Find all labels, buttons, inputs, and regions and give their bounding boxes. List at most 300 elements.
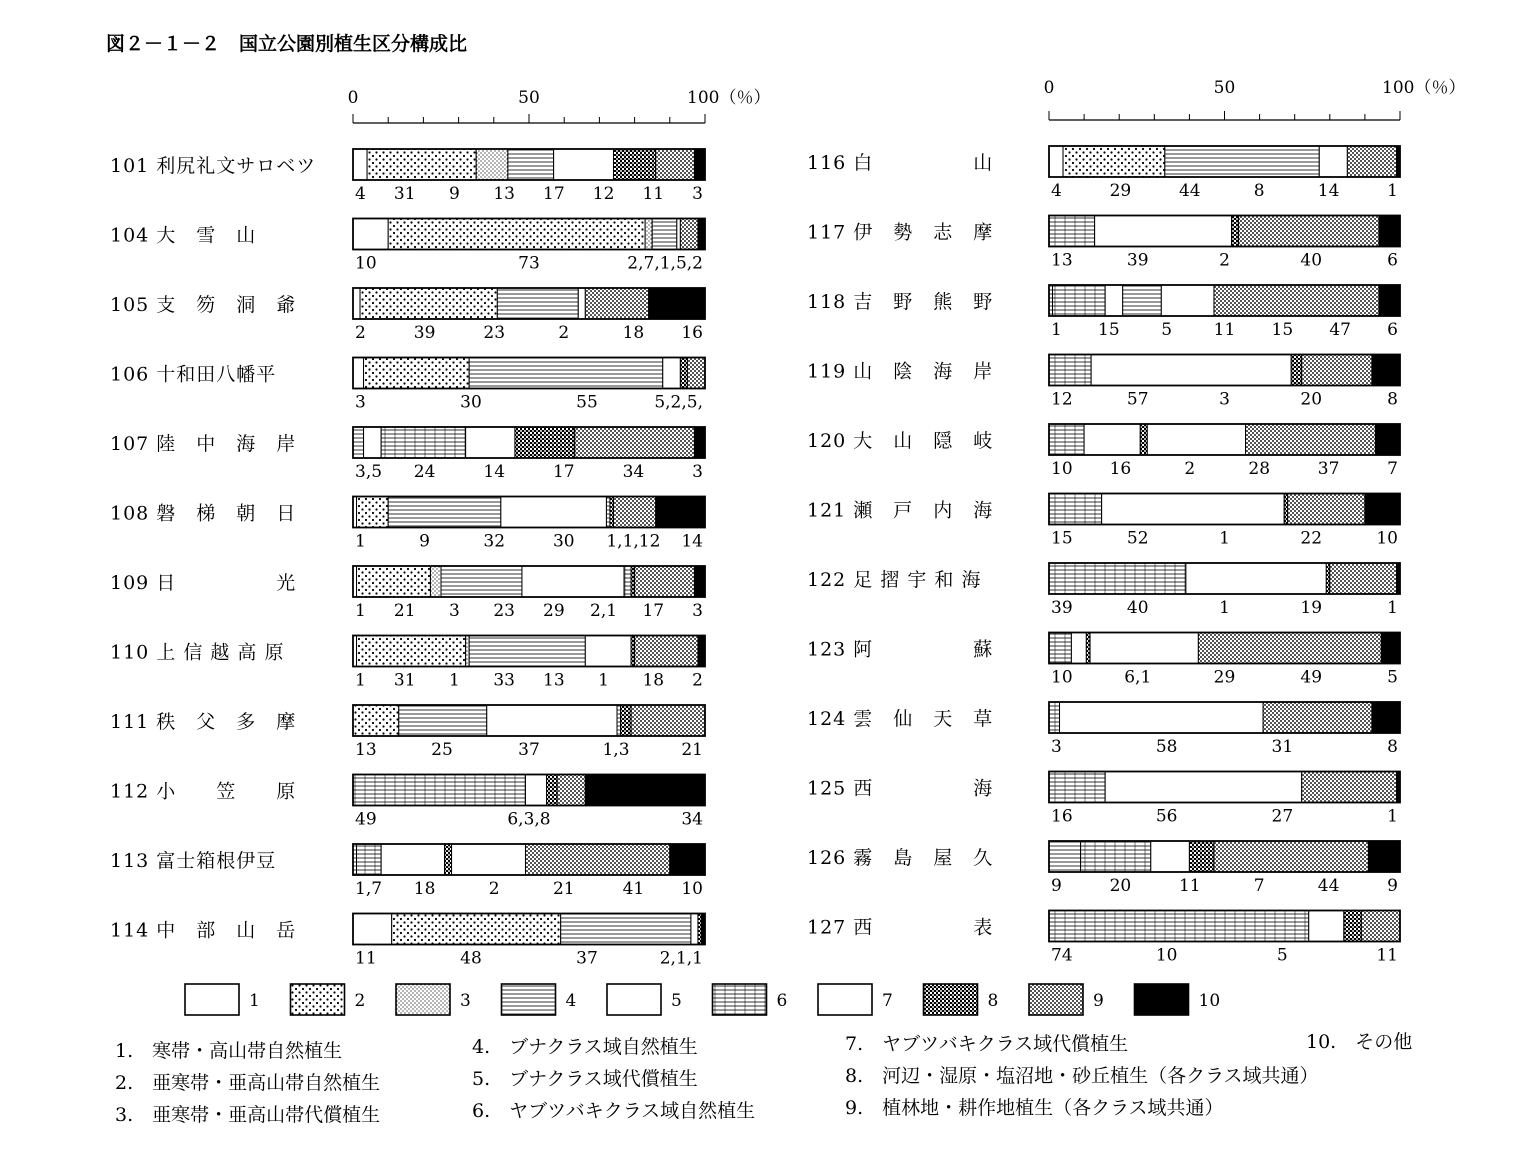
legend-description: 9. 植林地・耕作地植生（各クラス域共通） <box>845 1097 1224 1119</box>
bar-segment <box>466 636 470 667</box>
bar-segment <box>353 149 367 180</box>
value-label: 2 <box>488 879 500 899</box>
legend-swatch-1 <box>185 984 260 1015</box>
bar-segment <box>515 427 575 458</box>
bar-segment <box>357 844 382 875</box>
bar-segment <box>1049 355 1091 386</box>
value-label: 11 <box>1213 320 1236 340</box>
bar-segment <box>1284 494 1288 525</box>
bar-segment <box>388 219 645 250</box>
bar-segment <box>353 358 364 389</box>
bar-segment <box>1161 285 1214 316</box>
bar-segment <box>388 497 501 528</box>
bar-segment <box>691 914 698 945</box>
value-label: 2 <box>1219 250 1230 271</box>
value-label: 32 <box>483 531 506 552</box>
bar-segment <box>554 149 614 180</box>
park-name: 126 霧 島 屋 久 <box>807 847 994 869</box>
value-label: 31 <box>393 670 416 691</box>
bar-segment <box>1147 424 1245 455</box>
value-label: 7 <box>1253 876 1265 896</box>
bar-segment <box>508 149 554 180</box>
value-label: 37 <box>576 948 598 969</box>
park-row <box>807 702 1400 757</box>
bar-segment <box>652 219 677 250</box>
legend-swatch-8 <box>924 984 999 1015</box>
value-label: 9 <box>1051 876 1062 896</box>
bar-segment <box>353 288 360 319</box>
legend-swatch-6 <box>713 984 788 1015</box>
park-name: 118 吉 野 熊 野 <box>807 291 994 313</box>
value-label: 4 <box>1051 181 1062 201</box>
legend-swatches <box>185 984 1220 1015</box>
bar-segment <box>1246 424 1376 455</box>
bar-segment <box>399 705 487 736</box>
value-label: 14 <box>681 531 703 552</box>
park-name: 125 西 海 <box>807 777 994 800</box>
park-name: 121 瀬 戸 内 海 <box>807 499 994 522</box>
bar-segment <box>430 566 441 597</box>
bar-segment <box>1214 841 1368 872</box>
legend-description: 6. ヤブツバキクラス域自然植生 <box>472 1100 756 1122</box>
value-label: 58 <box>1155 737 1178 757</box>
legend-swatch-label: 6 <box>776 991 788 1011</box>
value-label: 13 <box>543 670 565 691</box>
legend-swatch-label: 1 <box>249 991 260 1011</box>
bar-segment <box>525 844 669 875</box>
bar-segment <box>1239 216 1379 247</box>
bar-segment <box>360 288 497 319</box>
axis-tick-label: 50 <box>1213 78 1236 98</box>
bar-segment <box>1090 633 1198 664</box>
park-row <box>110 636 705 691</box>
bar-segment <box>1063 146 1165 177</box>
value-label: 1 <box>1051 320 1062 340</box>
legend-swatch-box <box>818 984 872 1015</box>
bar-segment <box>585 288 648 319</box>
legend-swatch-box <box>291 984 345 1015</box>
value-label: 4 <box>355 184 366 204</box>
value-label: 3 <box>692 601 703 621</box>
value-label: 16 <box>1051 806 1073 827</box>
bar-segment <box>656 497 705 528</box>
bar-segment <box>680 219 698 250</box>
park-name: 111 秩 父 多 摩 <box>110 711 297 733</box>
park-row <box>110 775 705 830</box>
bar-segment <box>557 775 585 806</box>
park-row <box>110 705 705 760</box>
legend-swatch-10 <box>1135 984 1221 1015</box>
bar-segment <box>364 358 470 389</box>
value-label: 34 <box>681 809 703 830</box>
park-name: 119 山 陰 海 岸 <box>807 360 994 383</box>
park-name: 117 伊 勢 志 摩 <box>807 221 994 244</box>
value-label: 41 <box>622 879 645 899</box>
bar-segment <box>694 566 705 597</box>
legend-description: 1. 寒帯・高山帯自然植生 <box>115 1040 343 1062</box>
value-label: 9 <box>1387 876 1398 896</box>
park-name: 114 中 部 山 岳 <box>110 919 297 942</box>
value-label: 13 <box>1051 250 1073 271</box>
value-label: 3 <box>1219 389 1230 410</box>
bar-segment <box>1379 216 1400 247</box>
value-label: 13 <box>355 740 377 760</box>
bar-segment <box>613 497 655 528</box>
value-label: 23 <box>483 323 506 343</box>
bar-segment <box>1049 563 1186 594</box>
value-label: 39 <box>413 323 436 343</box>
park-name: 113 富士箱根伊豆 <box>110 850 277 872</box>
park-name: 110 上 信 越 高 原 <box>110 641 285 664</box>
bar-segment <box>392 914 561 945</box>
legend-texts <box>115 1031 1412 1126</box>
value-label: 49 <box>1300 667 1323 688</box>
bar-segment <box>353 775 525 806</box>
bar-segment <box>687 358 705 389</box>
value-label: 29 <box>1213 667 1236 688</box>
legend-swatch-box <box>607 984 661 1015</box>
bar-segment <box>353 219 388 250</box>
park-name: 108 磐 梯 朝 日 <box>110 502 297 525</box>
bar-segment <box>1123 285 1162 316</box>
park-row <box>110 149 705 204</box>
bar-segment <box>1365 494 1400 525</box>
value-label: 6 <box>1387 250 1398 271</box>
value-label: 31 <box>1271 737 1294 757</box>
legend-swatch-label: 3 <box>460 991 471 1011</box>
legend-swatch-label: 2 <box>354 991 366 1011</box>
value-label: 1,7 <box>355 879 383 899</box>
value-label: 21 <box>681 740 703 760</box>
value-label: 44 <box>1317 876 1340 896</box>
value-label: 9 <box>419 531 431 552</box>
bar-segment <box>525 775 546 806</box>
bar-segment <box>476 149 508 180</box>
bar-segment <box>466 427 515 458</box>
value-label: 40 <box>1126 598 1149 618</box>
axis-tick-label: 50 <box>518 88 540 108</box>
value-label: 52 <box>1126 528 1149 549</box>
value-label: 1 <box>449 670 460 691</box>
bar-segment <box>1084 424 1140 455</box>
bar-segment <box>1372 355 1400 386</box>
value-label: 57 <box>1126 389 1149 410</box>
bar-segment <box>680 358 687 389</box>
bar-segment <box>1049 772 1105 803</box>
value-label: 39 <box>1051 598 1073 618</box>
value-label: 55 <box>576 392 598 413</box>
bar-segment <box>610 497 614 528</box>
bar-segment <box>1053 285 1106 316</box>
bar-segment <box>547 775 558 806</box>
bar-segment <box>522 566 624 597</box>
bar-segment <box>1095 216 1232 247</box>
bar-segment <box>445 844 452 875</box>
legend-swatch-box <box>1135 984 1189 1015</box>
bar-segment <box>1347 146 1396 177</box>
bar-segment <box>663 358 681 389</box>
bar-segment <box>575 427 695 458</box>
bars-right <box>807 146 1400 966</box>
park-row <box>110 427 705 482</box>
value-label: 48 <box>460 948 482 969</box>
axis-tick-label: 100（％） <box>687 88 771 108</box>
bar-segment <box>613 149 655 180</box>
bar-segment <box>381 427 465 458</box>
bar-segment <box>1361 911 1400 942</box>
value-label: 8 <box>1387 737 1398 757</box>
value-label: 11 <box>1178 876 1201 896</box>
bar-segment <box>1140 424 1147 455</box>
bar-segment <box>1214 285 1379 316</box>
value-label: 1 <box>355 531 366 552</box>
park-row <box>807 216 1400 271</box>
bar-segment <box>1186 563 1326 594</box>
value-label: 37 <box>1317 459 1340 479</box>
value-label: 17 <box>642 601 665 621</box>
value-label: 1 <box>1387 806 1398 827</box>
value-label: 28 <box>1248 459 1271 479</box>
park-name: 112 小 笠 原 <box>110 780 297 803</box>
bar-segment <box>635 636 698 667</box>
value-label: 74 <box>1051 945 1073 966</box>
value-label: 73 <box>518 253 540 274</box>
value-label: 15 <box>1051 528 1073 549</box>
park-row <box>807 424 1400 479</box>
bar-segment <box>1105 772 1302 803</box>
bar-segment <box>353 705 399 736</box>
bar-segment <box>656 149 695 180</box>
legend-description: 5. ブナクラス域代償植生 <box>472 1068 698 1090</box>
legend-description: 8. 河辺・湿原・塩沼地・砂丘植生（各クラス域共通） <box>845 1065 1319 1087</box>
value-label: 5 <box>1161 320 1173 340</box>
bar-segment <box>1198 633 1381 664</box>
bar-segment <box>694 427 705 458</box>
value-label: 18 <box>413 879 436 899</box>
bar-segment <box>357 497 389 528</box>
value-label: 5,2,5, <box>654 392 703 413</box>
bar-segment <box>1049 216 1095 247</box>
bar-segment <box>1071 633 1086 664</box>
value-label: 3 <box>692 462 703 482</box>
bar-segment <box>469 636 585 667</box>
value-label: 21 <box>552 879 575 899</box>
value-label: 11 <box>355 948 377 969</box>
bar-segment <box>1319 146 1347 177</box>
value-label: 11 <box>1376 945 1398 966</box>
value-label: 8 <box>1387 389 1398 410</box>
park-row <box>807 494 1400 549</box>
value-label: 1 <box>1219 598 1230 618</box>
value-label: 20 <box>1109 876 1132 896</box>
value-label: 20 <box>1300 389 1323 410</box>
bar-segment <box>1291 355 1302 386</box>
value-label: 16 <box>681 323 703 343</box>
value-label: 13 <box>493 184 515 204</box>
bar-segment <box>585 775 705 806</box>
bar-segment <box>1302 772 1397 803</box>
figure-title: 図２－１－２ 国立公園別植生区分構成比 <box>106 33 468 55</box>
bar-segment <box>381 844 444 875</box>
bar-segment <box>698 219 705 250</box>
bar-segment <box>1381 633 1400 664</box>
park-row <box>807 285 1400 340</box>
bar-segment <box>621 705 632 736</box>
legend-swatch-label: 5 <box>671 991 682 1011</box>
bar-segment <box>1086 633 1090 664</box>
bar-segment <box>367 149 476 180</box>
bar-segment <box>1049 841 1081 872</box>
value-label: 11 <box>642 184 665 204</box>
value-label: 1 <box>598 670 609 691</box>
bar-segment <box>578 288 585 319</box>
park-row <box>807 772 1400 827</box>
value-label: 56 <box>1155 806 1178 827</box>
bar-segment <box>1232 216 1239 247</box>
bar-segment <box>1302 355 1372 386</box>
bar-segment <box>694 149 705 180</box>
axis-right <box>1044 78 1466 120</box>
park-name: 105 支 笏 洞 爺 <box>110 294 297 316</box>
bar-segment <box>1049 702 1060 733</box>
value-label: 8 <box>1253 181 1265 201</box>
bar-segment <box>670 844 705 875</box>
park-name: 101 利尻礼文サロベツ <box>110 155 317 177</box>
bar-segment <box>1102 494 1285 525</box>
bar-segment <box>631 566 635 597</box>
value-label: 10 <box>355 253 377 274</box>
bar-segment <box>1049 633 1071 664</box>
legend-swatch-label: 10 <box>1198 991 1221 1011</box>
value-label: 12 <box>1051 389 1073 410</box>
legend-swatch-2 <box>291 984 366 1015</box>
value-label: 16 <box>1109 459 1132 479</box>
value-label: 29 <box>1109 181 1132 201</box>
park-row <box>110 566 705 621</box>
bar-segment <box>631 636 635 667</box>
park-row <box>807 633 1400 688</box>
legend-description: 2. 亜寒帯・亜高山帯自然植生 <box>115 1072 381 1094</box>
bar-segment <box>649 288 705 319</box>
value-label: 18 <box>622 323 645 343</box>
value-label: 3 <box>449 601 460 621</box>
value-label: 27 <box>1271 806 1294 827</box>
legend-swatch-5 <box>607 984 682 1015</box>
value-label: 12 <box>592 184 615 204</box>
legend-swatch-3 <box>396 984 471 1015</box>
value-label: 19 <box>1300 598 1323 618</box>
bar-segment <box>353 914 392 945</box>
park-row <box>807 355 1400 410</box>
value-label: 10 <box>1051 459 1073 479</box>
value-label: 30 <box>552 531 575 552</box>
bar-segment <box>1189 841 1214 872</box>
value-label: 2,1 <box>590 601 618 621</box>
axis-tick-label: 0 <box>1043 78 1055 98</box>
value-label: 33 <box>493 670 515 691</box>
value-label: 10 <box>1376 528 1398 549</box>
bar-segment <box>1151 841 1190 872</box>
legend-swatch-box <box>396 984 450 1015</box>
park-name: 106 十和田八幡平 <box>110 363 277 386</box>
park-row <box>110 358 705 413</box>
bar-segment <box>1165 146 1319 177</box>
bar-segment <box>617 705 621 736</box>
value-label: 3 <box>1051 737 1062 757</box>
bar-segment <box>1091 355 1291 386</box>
park-name: 122 足 摺 宇 和 海 <box>807 569 982 591</box>
value-label: 2 <box>1184 459 1196 479</box>
bar-segment <box>698 636 705 667</box>
value-label: 14 <box>1317 181 1340 201</box>
value-label: 34 <box>622 462 645 482</box>
value-label: 15 <box>1271 320 1294 340</box>
legend-swatch-4 <box>502 984 577 1015</box>
bar-segment <box>1049 424 1084 455</box>
bar-segment <box>1326 563 1330 594</box>
value-label: 1 <box>355 670 366 691</box>
value-label: 2 <box>692 670 703 691</box>
value-label: 49 <box>355 809 377 830</box>
bar-segment <box>1368 841 1400 872</box>
value-label: 30 <box>460 392 482 413</box>
park-name: 124 雲 仙 天 草 <box>807 708 994 730</box>
value-label: 23 <box>493 601 515 621</box>
bar-segment <box>1049 494 1102 525</box>
value-label: 1,3 <box>602 740 630 760</box>
value-label: 10 <box>681 879 703 899</box>
legend-swatch-label: 9 <box>1093 991 1104 1011</box>
value-label: 17 <box>552 462 575 482</box>
park-row <box>807 841 1400 896</box>
park-row <box>110 497 705 552</box>
park-row <box>807 146 1400 201</box>
park-name: 127 西 表 <box>807 916 994 939</box>
park-name: 107 陸 中 海 岸 <box>110 433 297 455</box>
legend-description: 3. 亜寒帯・亜高山帯代償植生 <box>115 1104 381 1126</box>
bar-segment <box>1309 911 1344 942</box>
legend-swatch-label: 8 <box>987 991 999 1011</box>
value-label: 44 <box>1178 181 1201 201</box>
value-label: 6,3,8 <box>507 809 551 830</box>
legend-swatch-box <box>713 984 767 1015</box>
value-label: 1,1,12 <box>606 531 661 552</box>
value-label: 21 <box>393 601 416 621</box>
axis-tick-label: 0 <box>347 88 359 108</box>
value-label: 2 <box>558 323 570 343</box>
bar-segment <box>487 705 617 736</box>
legend-description: 7. ヤブツバキクラス域代償植生 <box>845 1033 1129 1055</box>
legend-swatch-label: 4 <box>565 991 577 1011</box>
value-label: 9 <box>449 184 460 204</box>
bar-segment <box>1263 702 1372 733</box>
park-name: 123 阿 蘇 <box>807 638 994 661</box>
bar-segment <box>501 497 607 528</box>
legend-description: 10. その他 <box>1306 1031 1413 1053</box>
bar-segment <box>1372 702 1400 733</box>
park-row <box>110 219 705 274</box>
bar-segment <box>698 914 702 945</box>
value-label: 6,1 <box>1124 667 1152 688</box>
value-label: 24 <box>413 462 436 482</box>
bar-segment <box>441 566 522 597</box>
legend-description: 4. ブナクラス域自然植生 <box>472 1036 698 1058</box>
park-name: 109 日 光 <box>110 572 297 594</box>
value-label: 6 <box>1387 320 1398 340</box>
value-label: 1 <box>1219 528 1230 549</box>
bar-segment <box>1288 494 1365 525</box>
bar-segment <box>606 497 610 528</box>
